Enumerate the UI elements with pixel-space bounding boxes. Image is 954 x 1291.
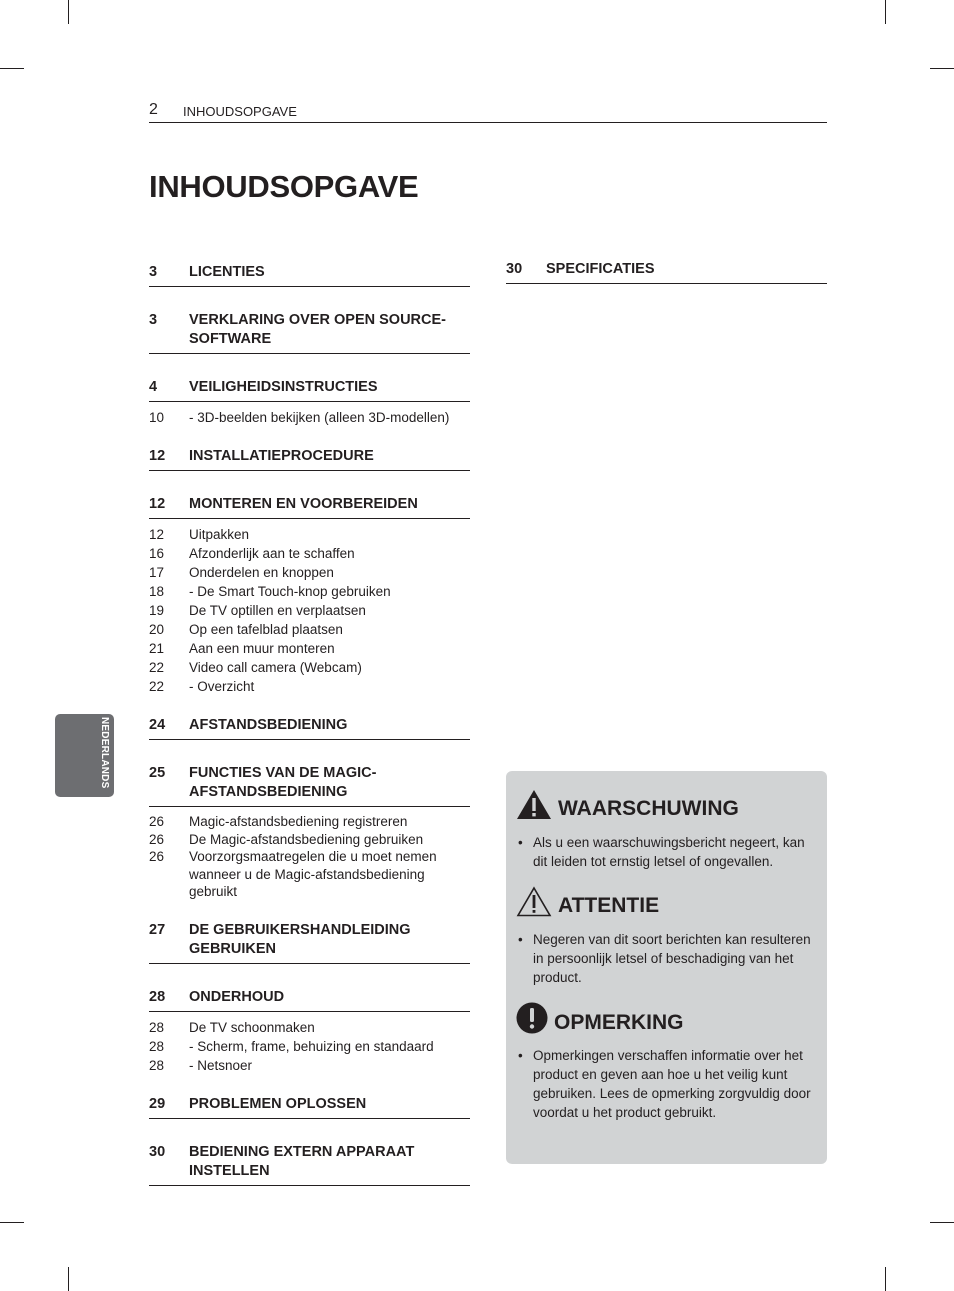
caution-triangle-outline-icon xyxy=(516,886,552,917)
toc-page-number: 25 xyxy=(149,765,166,781)
warning-triangle-filled-icon xyxy=(516,789,552,820)
toc-page-number: 18 xyxy=(149,584,165,599)
toc-section-heading[interactable] xyxy=(149,921,470,959)
toc-section-heading[interactable] xyxy=(149,263,470,282)
toc-entry-title: - 3D-beelden bekijken (alleen 3D-modellen) xyxy=(189,410,450,425)
crop-mark xyxy=(68,0,69,24)
crop-mark xyxy=(68,1267,69,1291)
toc-page-number: 28 xyxy=(149,988,166,1005)
toc-page-number: 26 xyxy=(149,831,165,847)
toc-subsection-item[interactable] xyxy=(149,563,470,582)
toc-section xyxy=(506,260,827,284)
bullet: • xyxy=(518,835,523,850)
toc-entry-title: De Magic-afstandsbediening gebruiken xyxy=(189,831,424,847)
toc-subsection-item[interactable] xyxy=(149,813,470,831)
language-tab-label: NEDERLANDS xyxy=(99,717,110,789)
toc-page-number: 26 xyxy=(149,814,165,829)
warning-item xyxy=(518,833,818,871)
toc-entry-title: Op een tafelblad plaatsen xyxy=(189,622,343,637)
toc-page-number: 27 xyxy=(149,921,166,938)
toc-entry-title: ONDERHOUD xyxy=(189,988,285,1005)
caution-heading: ATTENTIE xyxy=(558,894,660,917)
crop-mark xyxy=(885,1267,886,1291)
exclamation-circle-icon xyxy=(516,1002,548,1034)
toc-subsection-item[interactable] xyxy=(149,408,470,427)
page-header xyxy=(149,101,827,123)
toc-subsection-item[interactable] xyxy=(149,544,470,563)
toc-section xyxy=(149,1143,470,1186)
note-item xyxy=(518,1046,818,1122)
toc-subsection-list xyxy=(149,1018,470,1075)
toc-section-heading[interactable] xyxy=(149,378,470,397)
toc-page-number: 12 xyxy=(149,527,165,542)
toc-subsection-list xyxy=(149,408,470,427)
toc-left-column xyxy=(149,263,470,1186)
toc-subsection-item[interactable] xyxy=(149,1056,470,1075)
toc-section-heading[interactable] xyxy=(149,716,470,735)
toc-page-number: 30 xyxy=(506,261,523,277)
toc-entry-title: - Scherm, frame, behuizing en standaard xyxy=(189,1038,434,1054)
toc-page-number: 12 xyxy=(149,448,166,464)
toc-entry-title: VERKLARING OVER OPEN SOURCE- SOFTWARE xyxy=(189,312,446,347)
toc-subsection-item[interactable] xyxy=(149,620,470,639)
toc-page-number: 10 xyxy=(149,410,165,425)
toc-entry-title: SPECIFICATIES xyxy=(546,261,655,277)
toc-section xyxy=(149,311,470,354)
toc-page-number: 21 xyxy=(149,641,165,656)
toc-subsection-item[interactable] xyxy=(149,582,470,601)
toc-page-number: 28 xyxy=(149,1057,165,1073)
bullet: • xyxy=(518,1048,523,1063)
toc-right-column xyxy=(506,260,827,284)
toc-page-number: 4 xyxy=(149,379,158,395)
toc-entry-title: Magic-afstandsbediening registreren xyxy=(189,814,408,829)
toc-subsection-item[interactable] xyxy=(149,1037,470,1056)
toc-section xyxy=(149,1095,470,1119)
toc-subsection-item[interactable] xyxy=(149,1018,470,1037)
note-text: Opmerkingen verschaffen informatie over het product en geven aan hoe u het veilig kunt gebruiken. Lees de opmerking zorgvuldig door voordat u het product gebruikt. xyxy=(533,1048,811,1120)
toc-section xyxy=(149,378,470,402)
toc-entry-title: De TV schoonmaken xyxy=(189,1019,315,1035)
toc-entry-title: - Overzicht xyxy=(189,679,255,694)
toc-entry-title: VEILIGHEIDSINSTRUCTIES xyxy=(189,379,378,395)
toc-page-number: 19 xyxy=(149,603,165,618)
toc-entry-title: - De Smart Touch-knop gebruiken xyxy=(189,584,391,599)
toc-entry-title: FUNCTIES VAN DE MAGIC- AFSTANDSBEDIENING xyxy=(189,765,377,800)
toc-page-number: 17 xyxy=(149,565,165,580)
toc-section xyxy=(149,921,470,964)
crop-mark xyxy=(0,68,24,69)
toc-subsection-item[interactable] xyxy=(149,831,470,849)
toc-entry-title: BEDIENING EXTERN APPARAAT INSTELLEN xyxy=(189,1143,415,1179)
toc-entry-title: Video call camera (Webcam) xyxy=(189,660,362,675)
toc-section-heading[interactable] xyxy=(149,447,470,466)
toc-entry-title: MONTEREN EN VOORBEREIDEN xyxy=(189,496,418,512)
toc-entry-title: - Netsnoer xyxy=(189,1057,253,1073)
bullet: • xyxy=(518,932,523,947)
toc-page-number: 30 xyxy=(149,1143,166,1160)
crop-mark xyxy=(0,1222,24,1223)
toc-entry-title: Aan een muur monteren xyxy=(189,641,335,656)
toc-entry-title: Onderdelen en knoppen xyxy=(189,565,334,580)
toc-page-number: 22 xyxy=(149,679,165,694)
toc-page-number: 3 xyxy=(149,264,158,280)
caution-item xyxy=(518,930,818,987)
page-number: 2 xyxy=(149,101,158,118)
toc-entry-title: LICENTIES xyxy=(189,264,265,280)
toc-page-number: 16 xyxy=(149,546,165,561)
note-heading-row xyxy=(516,1002,684,1034)
warning-heading-row xyxy=(516,789,739,820)
toc-section xyxy=(149,988,470,1012)
toc-section xyxy=(149,764,470,807)
toc-page-number: 28 xyxy=(149,1019,165,1035)
toc-subsection-item[interactable] xyxy=(149,677,470,696)
toc-page-number: 20 xyxy=(149,622,165,637)
toc-section-heading[interactable] xyxy=(149,495,470,514)
page-title: INHOUDSOPGAVE xyxy=(149,169,419,204)
toc-section-heading[interactable] xyxy=(506,260,827,279)
toc-entry-title: De TV optillen en verplaatsen xyxy=(189,603,366,618)
toc-page-number: 29 xyxy=(149,1095,166,1112)
toc-entry-title: DE GEBRUIKERSHANDLEIDING GEBRUIKEN xyxy=(189,921,411,957)
toc-entry-title: PROBLEMEN OPLOSSEN xyxy=(189,1095,367,1112)
caution-heading-row xyxy=(516,886,659,917)
toc-section-heading[interactable] xyxy=(149,1143,470,1181)
toc-page-number: 22 xyxy=(149,660,165,675)
toc-subsection-item[interactable] xyxy=(149,658,470,677)
toc-section xyxy=(149,447,470,471)
toc-page-number: 28 xyxy=(149,1038,165,1054)
toc-section xyxy=(149,495,470,519)
toc-page-number: 3 xyxy=(149,312,158,328)
toc-subsection-item[interactable] xyxy=(149,848,470,901)
toc-subsection-item[interactable] xyxy=(149,639,470,658)
toc-section xyxy=(149,263,470,287)
toc-section-heading[interactable] xyxy=(149,988,470,1007)
toc-subsection-item[interactable] xyxy=(149,601,470,620)
header-section: INHOUDSOPGAVE xyxy=(183,104,297,119)
crop-mark xyxy=(885,0,886,24)
toc-entry-title: Voorzorgsmaatregelen die u moet nemen wanneer u de Magic-afstandsbediening gebruikt xyxy=(189,849,437,899)
caution-text: Negeren van dit soort berichten kan resulteren in persoonlijk letsel of beschadiging van het product. xyxy=(533,932,811,985)
toc-section-heading[interactable] xyxy=(149,1095,470,1114)
toc-page-number: 24 xyxy=(149,717,166,733)
toc-entry-title: Uitpakken xyxy=(189,527,250,542)
crop-mark xyxy=(930,68,954,69)
toc-entry-title: AFSTANDSBEDIENING xyxy=(189,717,348,733)
toc-section xyxy=(149,716,470,740)
toc-subsection-item[interactable] xyxy=(149,525,470,544)
toc-entry-title: INSTALLATIEPROCEDURE xyxy=(189,448,374,464)
toc-section-heading[interactable] xyxy=(149,764,470,802)
note-heading: OPMERKING xyxy=(554,1011,684,1034)
toc-page-number: 26 xyxy=(149,849,165,864)
warning-heading: WAARSCHUWING xyxy=(558,797,739,820)
toc-page-number: 12 xyxy=(149,496,166,512)
crop-mark xyxy=(930,1222,954,1223)
toc-subsection-list xyxy=(149,525,470,696)
toc-subsection-list xyxy=(149,813,470,901)
notice-box xyxy=(506,771,827,1164)
warning-text: Als u een waarschuwingsbericht negeert, kan dit leiden tot ernstig letsel of ongevallen. xyxy=(533,835,805,869)
toc-section-heading[interactable] xyxy=(149,311,470,349)
toc-entry-title: Afzonderlijk aan te schaffen xyxy=(189,546,355,561)
